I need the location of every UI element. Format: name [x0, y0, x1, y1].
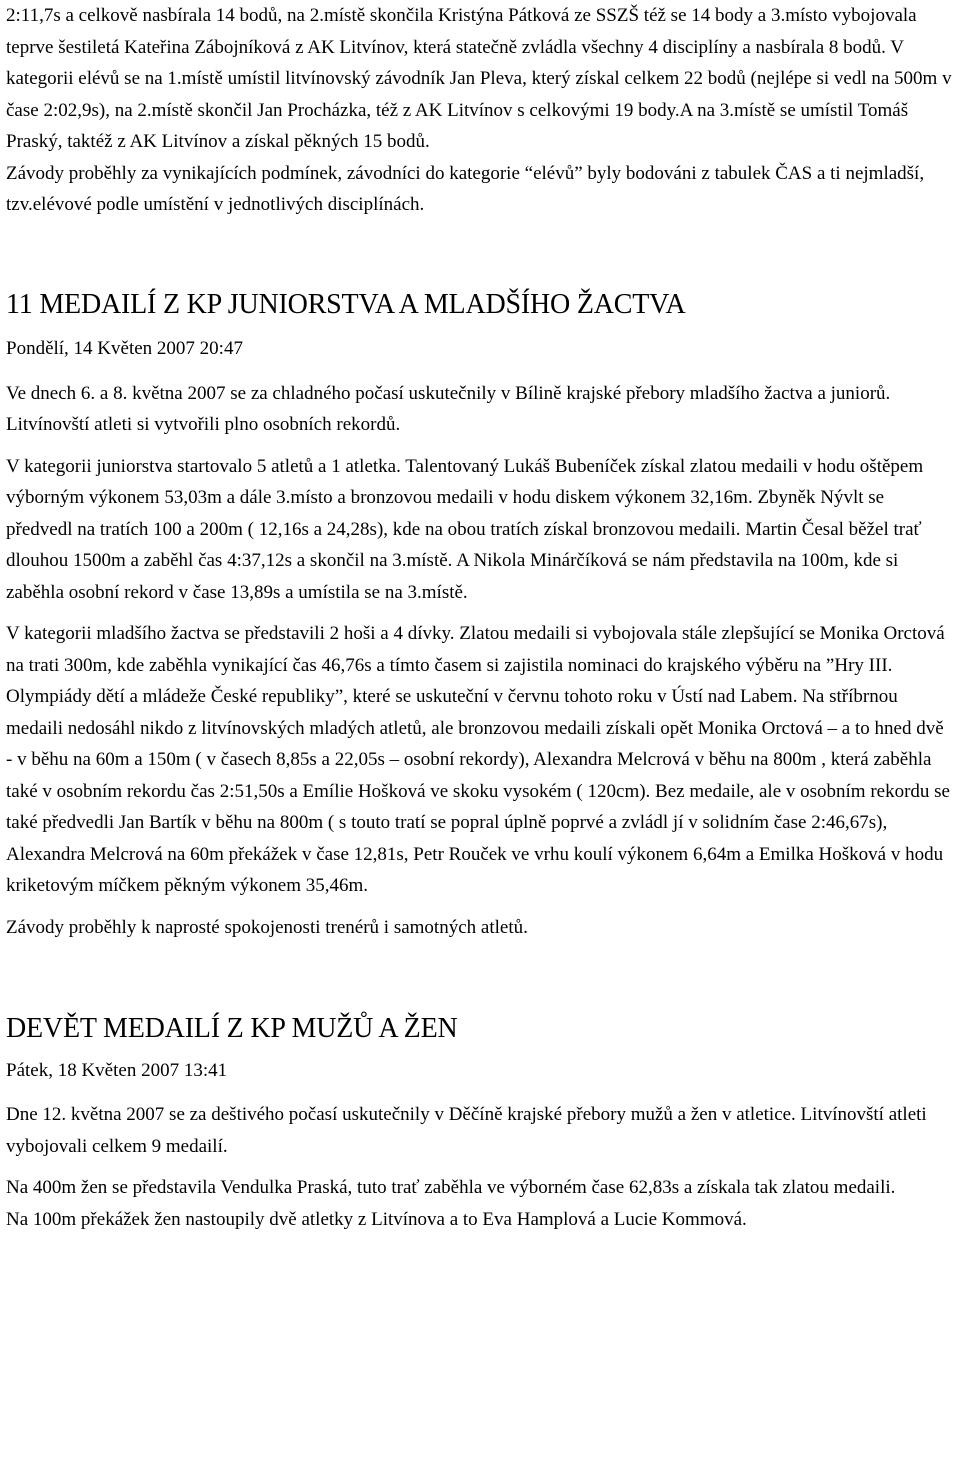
intro-paragraph-2: Závody proběhly za vynikajících podmínek, závodníci do kategorie “elévů” byly bodováni z tabulek ČAS a ti nejmladší, tzv.elévové podle umístění v jednotlivých disciplínách.: [6, 162, 925, 215]
article2-paragraph-1: Dne 12. května 2007 se za deštivého počasí uskutečnily v Děčíně krajské přebory mužů a žen v atletice. Litvínovští atleti vybojovali celkem 9 medailí.: [6, 1104, 927, 1157]
article1-title[interactable]: 11 MEDAILÍ Z KP JUNIORSTVA A MLADŠÍHO ŽACTVA: [6, 288, 686, 320]
article1-date: Pondělí, 14 Květen 2007 20:47: [6, 337, 243, 359]
article2-title[interactable]: DEVĚT MEDAILÍ Z KP MUŽŮ A ŽEN: [6, 1013, 458, 1044]
article1-paragraph-3: V kategorii mladšího žactva se představili 2 hoši a 4 dívky. Zlatou medaili si vybojovala stále zlepšující se Monika Orctová na trati 300m, kde zaběhla vynikající čas 46,76s a tímto časem si zajistila nominaci do krajského výběru na ”Hry III. Olympiády dětí a mládeže České republiky”, které se uskuteční v červnu tohoto roku v Ústí nad Labem. Na stříbrnou medaili nedosáhl nikdo z litvínovských mladých atletů, ale bronzovou medaili získali opět Monika Orctová – a to hned dvě - v běhu na 60m a 150m ( v časech 8,85s a 22,05s – osobní rekordy), Alexandra Melcrová v běhu na 800m , která zaběhla také v osobním rekordu čas 2:51,50s a Emílie Hošková ve skoku vysokém ( 120cm). Bez medaile, ale v osobním rekordu se také předvedli Jan Bartík v běhu na 800m ( s touto tratí se popral úplně poprvé a zvládl jí v solidním čase 2:46,67s), Alexandra Melcrová na 60m překážek v čase 12,81s, Petr Rouček ve vrhu koulí výkonem 6,64m a Emilka Hošková v hodu kriketovým míčkem pěkným výkonem 35,46m.: [6, 623, 950, 896]
article1-paragraph-2: V kategorii juniorstva startovalo 5 atletů a 1 atletka. Talentovaný Lukáš Bubeníček získal zlatou medaili v hodu oštěpem výborným výkonem 53,03m a dále 3.místo a bronzovou medaili v hodu diskem výkonem 32,16m. Zbyněk Nývlt se předvedl na tratích 100 a 200m ( 12,16s a 24,28s), kde na obou tratích získal bronzovou medaili. Martin Česal běžel trať dlouhou 1500m a zaběhl čas 4:37,12s a skončil na 3.místě. A Nikola Minárčíková se nám představila na 100m, kde si zaběhla osobní rekord v čase 13,89s a umístila se na 3.místě.: [6, 455, 924, 603]
article2-paragraph-2: Na 400m žen se představila Vendulka Praská, tuto trať zaběhla ve výborném čase 62,83s a získala tak zlatou medaili.: [6, 1177, 896, 1198]
article1-paragraph-1: Ve dnech 6. a 8. května 2007 se za chladného počasí uskutečnily v Bílině krajské přebory mladšího žactva a juniorů. Litvínovští atleti si vytvořili plno osobních rekordů.: [6, 382, 891, 435]
article2-date: Pátek, 18 Květen 2007 13:41: [6, 1060, 228, 1081]
article2-paragraph-3: Na 100m překážek žen nastoupily dvě atletky z Litvínova a to Eva Hamplová a Lucie Kommová.: [6, 1208, 747, 1230]
article1-paragraph-4: Závody proběhly k naprosté spokojenosti trenérů i samotných atletů.: [6, 916, 528, 938]
intro-paragraph-1: 2:11,7s a celkově nasbírala 14 bodů, na 2.místě skončila Kristýna Pátková ze SSZŠ též se 14 body a 3.místo vybojovala teprve šestiletá Kateřina Zábojníková z AK Litvínov, která statečně zvládla všechny 4 disciplíny a nasbírala 8 bodů. V kategorii elévů se na 1.místě umístil litvínovský závodník Jan Pleva, který získal celkem 22 bodů (nejlépe si vedl na 500m v čase 2:02,9s), na 2.místě skončil Jan Procházka, též z AK Litvínov s celkovými 19 body.A na 3.místě se umístil Tomáš Praský, taktéž z AK Litvínov a získal pěkných 15 bodů.: [6, 5, 952, 152]
